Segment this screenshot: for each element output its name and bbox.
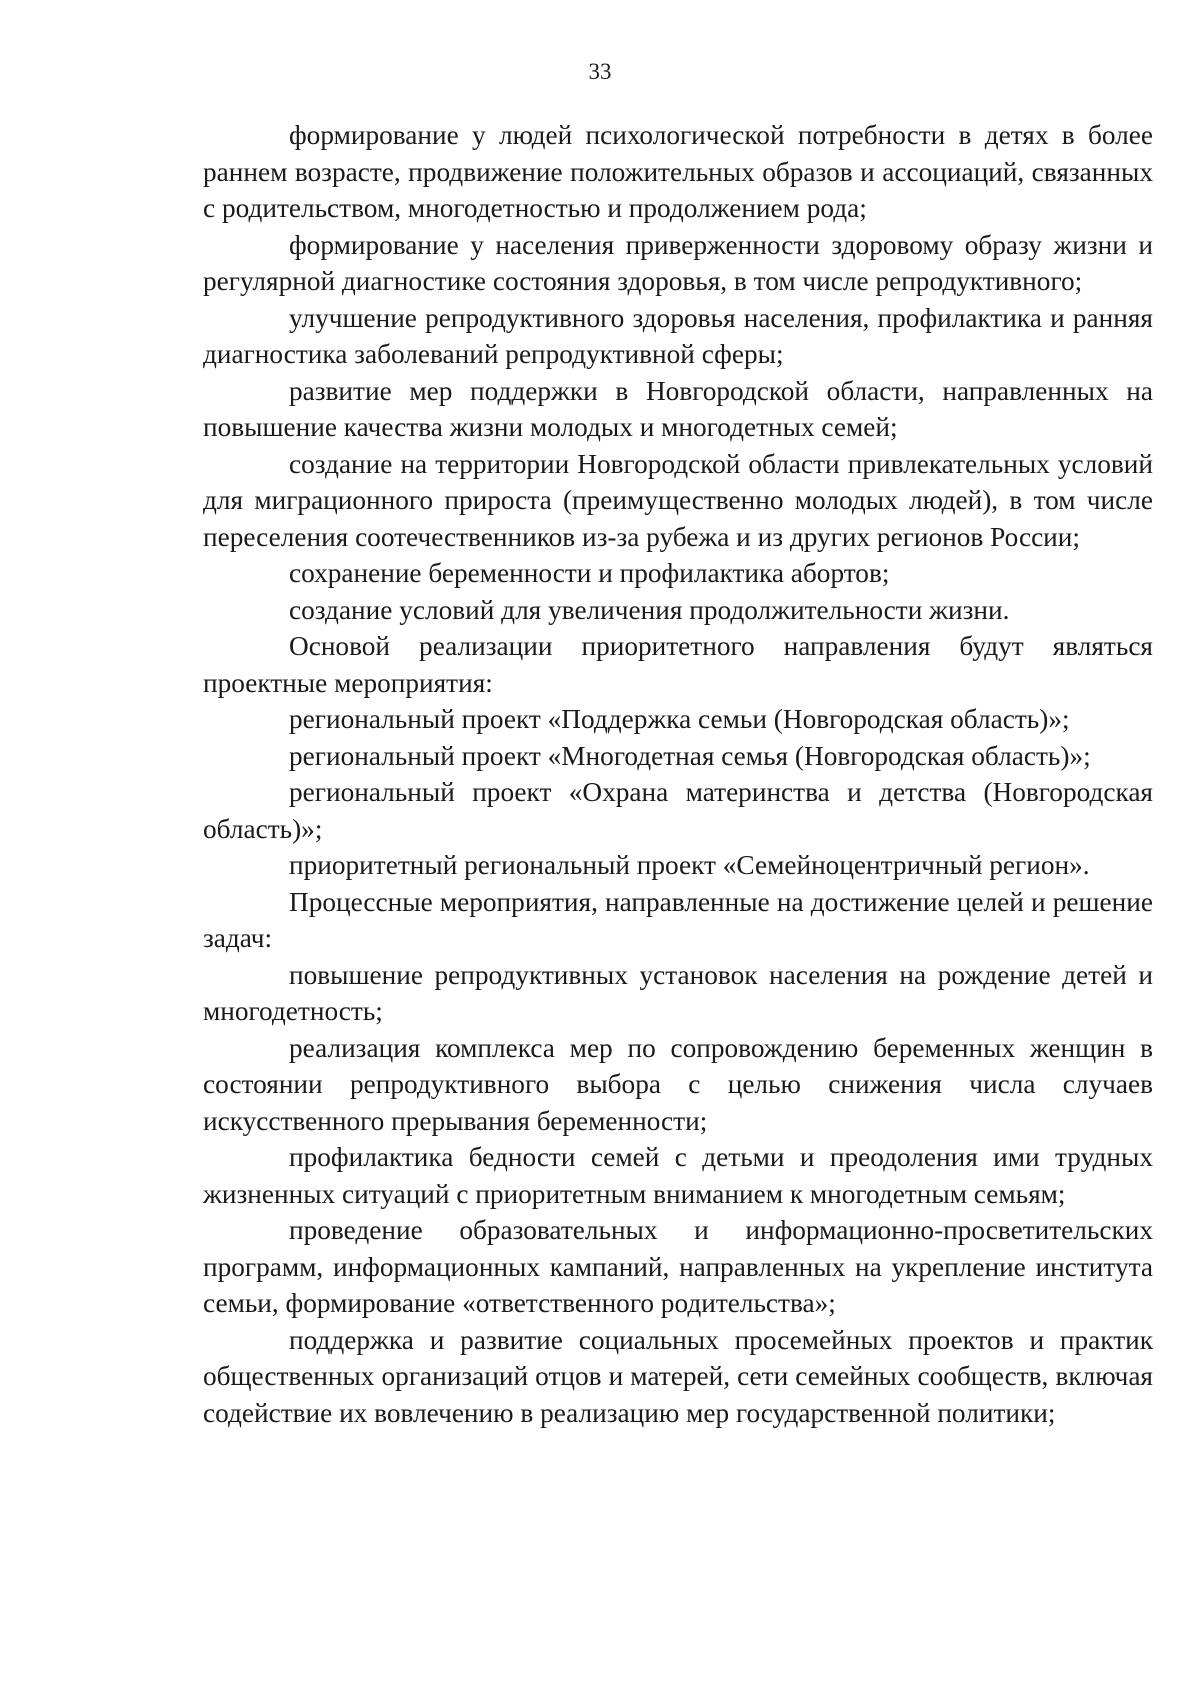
document-body xyxy=(203,117,1153,1431)
paragraph-goal-life-expectancy: создание условий для увеличения продолжительности жизни. xyxy=(289,594,1010,625)
paragraph-project-maternity: региональный проект «Охрана материнства и детства (Новгородская область)»; xyxy=(203,777,1153,844)
paragraph-project-family-support: региональный проект «Поддержка семьи (Новгородская область)»; xyxy=(289,704,1070,734)
paragraph-process-education-programs: проведение образовательных и информационно-просветительских программ, информационных кампаний, направленных на укрепление института семьи, формирование «ответственного родительства»; xyxy=(203,1215,1153,1318)
paragraph-process-pregnancy-support: реализация комплекса мер по сопровождению беременных женщин в состоянии репродуктивного выбора с целью снижения числа случаев искусственного прерывания беременности; xyxy=(203,1032,1153,1136)
paragraph-goal-pregnancy: сохранение беременности и профилактика абортов; xyxy=(289,558,890,588)
paragraph-goal-migration: создание на территории Новгородской области привлекательных условий для миграционного прироста (преимущественно молодых людей), в том числе переселения соотечественников из-за рубежа и из других регионов России; xyxy=(203,448,1153,552)
paragraph-process-poverty-prevention: профилактика бедности семей с детьми и преодоления ими трудных жизненных ситуаций с приоритетным вниманием к многодетным семьям; xyxy=(203,1142,1153,1209)
paragraph-project-activities-intro: Основой реализации приоритетного направления будут являться проектные мероприятия: xyxy=(203,631,1153,698)
page-number: 33 xyxy=(588,59,612,84)
paragraph-project-family-centric: приоритетный региональный проект «Семейноцентричный регион». xyxy=(289,850,1090,880)
paragraph-process-social-projects: поддержка и развитие социальных просемейных проектов и практик общественных организаций отцов и матерей, сети семейных сообществ, включая содействие их вовлечению в реализацию мер государственной политики; xyxy=(203,1324,1153,1428)
paragraph-goal-reproductive-health: улучшение репродуктивного здоровья населения, профилактика и ранняя диагностика заболеваний репродуктивной сферы; xyxy=(203,302,1153,369)
paragraph-goal-psychological-need: формирование у людей психологической потребности в детях в более раннем возрасте, продвижение положительных образов и ассоциаций, связанных с родительством, многодетностью и продолжением рода; xyxy=(203,120,1153,223)
paragraph-goal-support-measures: развитие мер поддержки в Новгородской области, направленных на повышение качества жизни молодых и многодетных семей; xyxy=(203,375,1153,442)
paragraph-project-large-family: региональный проект «Многодетная семья (Новгородская область)»; xyxy=(289,740,1091,771)
paragraph-goal-healthy-lifestyle: формирование у населения приверженности здоровому образу жизни и регулярной диагностике состояния здоровья, в том числе репродуктивного; xyxy=(203,229,1153,296)
paragraph-process-activities-intro: Процессные мероприятия, направленные на достижение целей и решение задач: xyxy=(203,886,1153,953)
paragraph-process-reproductive-attitudes: повышение репродуктивных установок населения на рождение детей и многодетность; xyxy=(203,959,1153,1026)
